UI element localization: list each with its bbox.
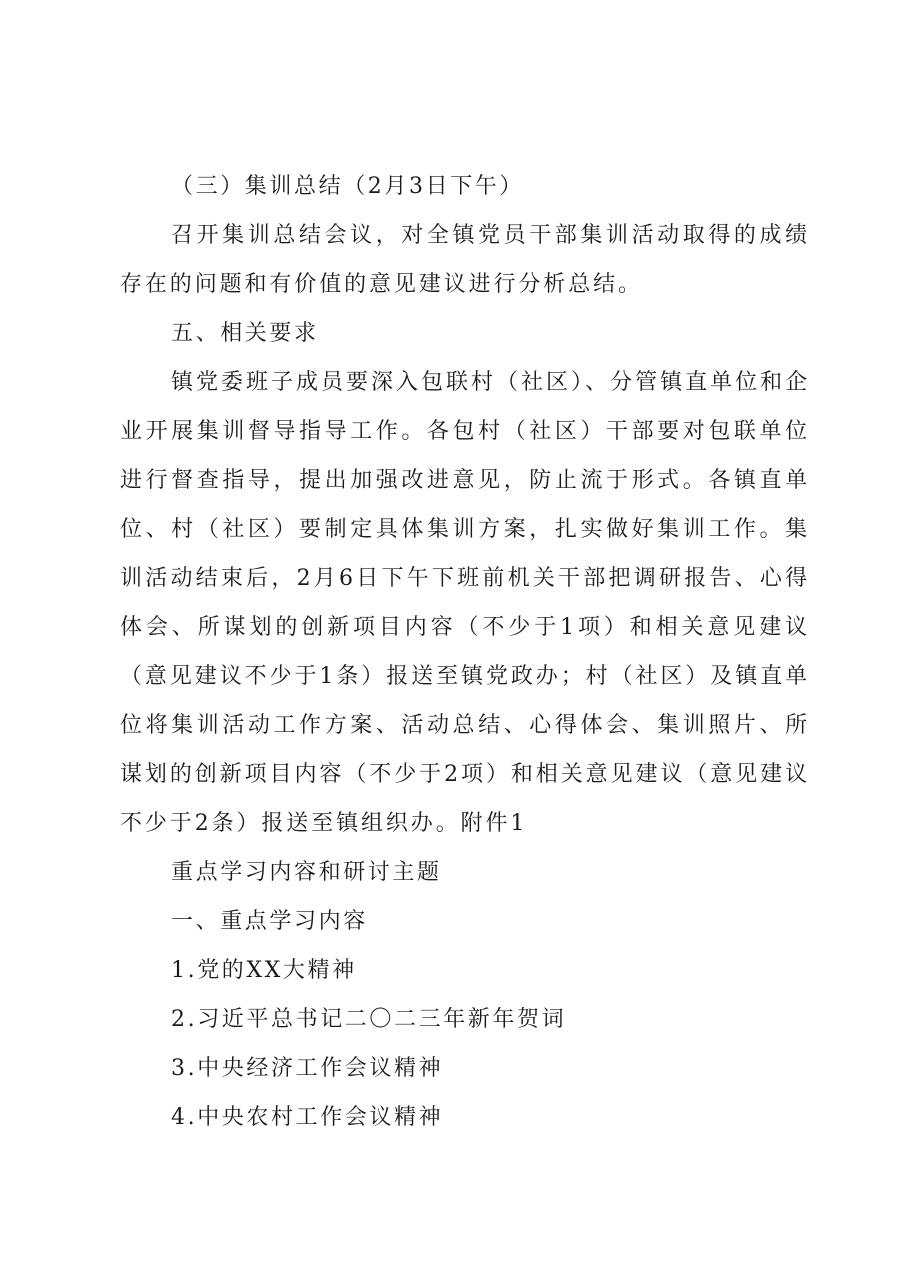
- section-heading-key-study: 一、重点学习内容: [171, 909, 368, 934]
- list-item-3: 3.中央经济工作会议精神: [171, 1056, 444, 1081]
- section-heading-training-summary: （三）集训总结（2月3日下午）: [171, 174, 524, 199]
- list-item-2: 2.习近平总书记二〇二三年新年贺词: [171, 1007, 567, 1032]
- section-heading-requirements: 五、相关要求: [171, 321, 319, 346]
- paragraph-requirements: 镇党委班子成员要深入包联村（社区）、分管镇直单位和企业开展集训督导指导工作。各包村（社区）干部要对包联单位进行督查指导，提出加强改进意见，防止流于形式。各镇直单位、村（社区）要制定具体集训方案，扎实做好集训工作。集训活动结束后，2月6日下午下班前机关干部把调研报告、心得体会、所谋划的创新项目内容（不少于1项）和相关意见建议（意见建议不少于1条）报送至镇党政办；村（社区）及镇直单位将集训活动工作方案、活动总结、心得体会、集训照片、所谋划的创新项目内容（不少于2项）和相关意见建议（意见建议不少于2条）报送至镇组织办。附件1: [120, 370, 810, 836]
- attachment-title: 重点学习内容和研讨主题: [171, 860, 442, 885]
- document-body: [120, 162, 810, 1142]
- list-item-4: 4.中央农村工作会议精神: [171, 1105, 444, 1130]
- paragraph-summary-meeting: 召开集训总结会议，对全镇党员干部集训活动取得的成绩存在的问题和有价值的意见建议进行分析总结。: [120, 223, 810, 297]
- list-item-1: 1.党的XX大精神: [171, 958, 357, 983]
